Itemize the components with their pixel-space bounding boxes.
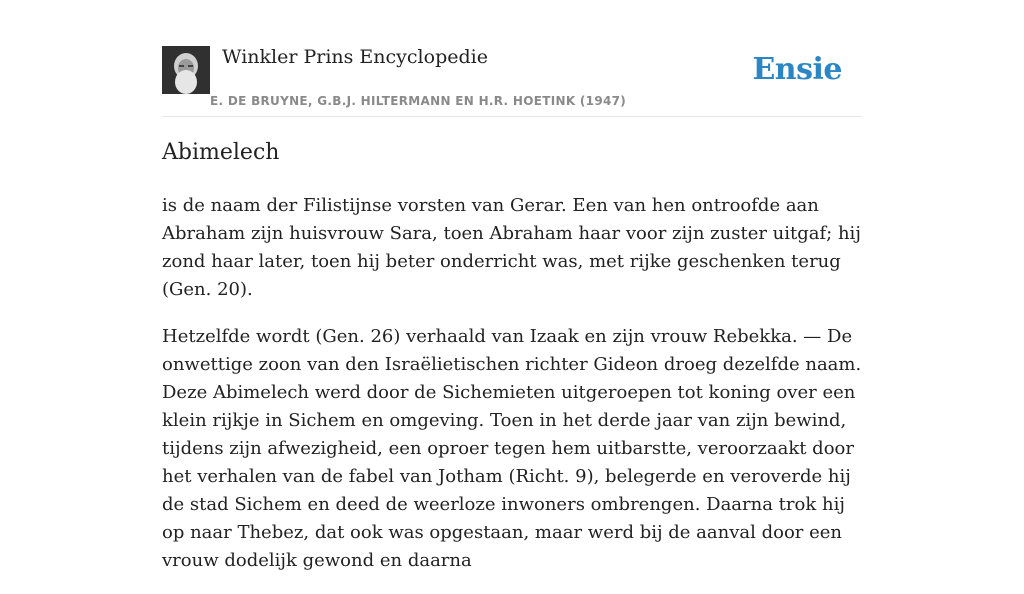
brand-logo-link[interactable]: Ensie	[752, 52, 842, 87]
author-portrait-icon	[162, 46, 210, 94]
article-paragraph: Hetzelfde wordt (Gen. 26) verhaald van Izaak en zijn vrouw Rebekka. — De onwettige zoon van den Israëlietischen richter Gideon droeg dezelfde naam. Deze Abimelech werd door de Sichemieten uitgeroepen tot koning over een klein rijkje in Sichem en omgeving. Toen in het derde jaar van zijn bewind, tijdens zijn afwezigheid, een oproer tegen hem uitbarstte, veroorzaakt door het verhalen van de fabel van Jotham (Richt. 9), belegerde en veroverde hij de stad Sichem en deed de weerloze inwoners ombrengen. Daarna trok hij op naar Thebez, dat ook was opgestaan, maar werd bij de aanval door een vrouw dodelijk gewond en daarna	[162, 326, 862, 571]
article-title: Abimelech	[162, 140, 280, 165]
source-authors: E. DE BRUYNE, G.B.J. HILTERMANN EN H.R. HOETINK (1947)	[210, 94, 627, 108]
author-avatar[interactable]	[162, 46, 210, 94]
article-paragraph: is de naam der Filistijnse vorsten van Gerar. Een van hen ontroofde aan Abraham zijn huisvrouw Sara, toen Abraham haar voor zijn zuster uitgaf; hij zond haar later, toen hij beter onderricht was, met rijke geschenken terug (Gen. 20).	[162, 195, 861, 300]
source-header	[162, 46, 862, 117]
source-title[interactable]: Winkler Prins Encyclopedie	[222, 46, 488, 68]
article-body	[162, 192, 867, 594]
